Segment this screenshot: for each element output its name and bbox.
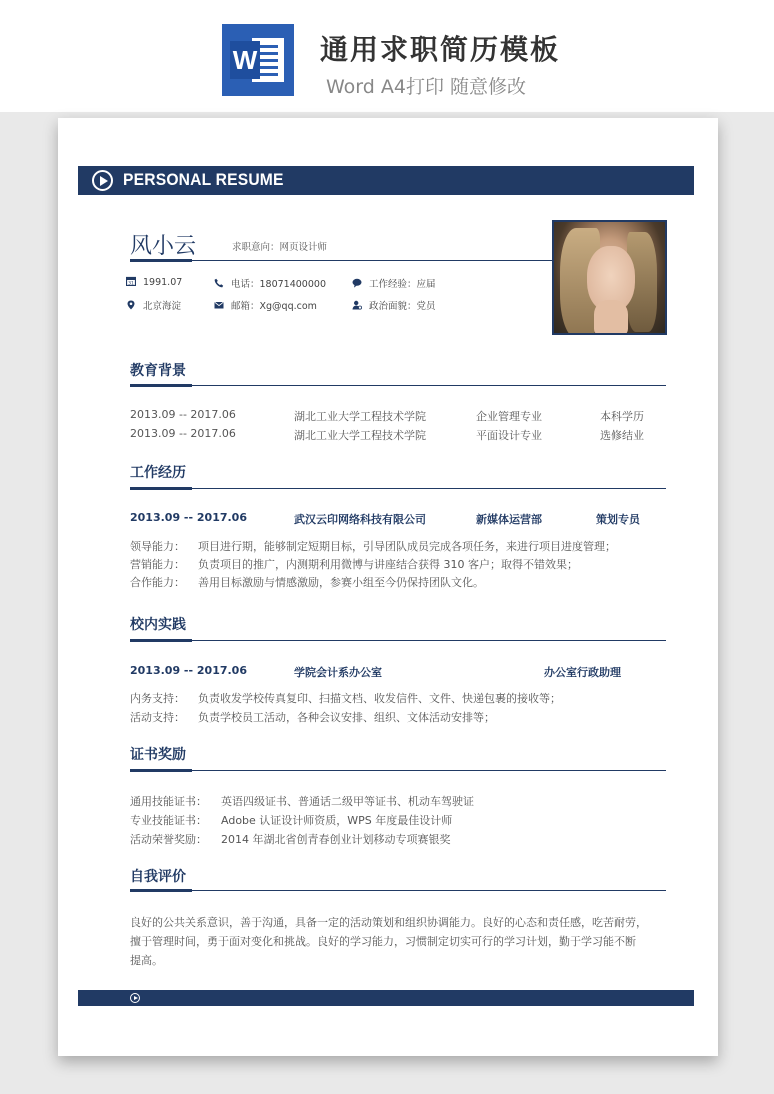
edu-major: 平面设计专业 <box>476 429 542 442</box>
birth-info <box>126 276 182 288</box>
work-item-label: 合作能力： <box>130 576 185 589</box>
phone-icon <box>214 278 224 288</box>
campus-divider <box>130 640 666 641</box>
work-item-text: 善用目标激励与情感激励，参赛小组至今仍保持团队文化。 <box>198 576 484 589</box>
play-circle-icon <box>130 993 140 1003</box>
experience-info <box>352 276 436 290</box>
calendar-icon <box>126 276 136 286</box>
user-icon <box>352 300 362 310</box>
svg-text:W: W <box>232 45 258 75</box>
self-line: 良好的公共关系意识，善于沟通，具备一定的活动策划和组织协调能力。良好的心态和责任感，吃苦耐劳， <box>130 916 647 929</box>
campus-item-label: 活动支持： <box>130 711 185 724</box>
name-divider <box>192 260 552 261</box>
name-underline <box>130 259 192 262</box>
cert-text: 2014 年湖北省创青春创业计划移动专项赛银奖 <box>221 833 451 846</box>
certs-title: 证书奖励 <box>130 747 186 763</box>
politics-info <box>352 298 436 312</box>
campus-item-label: 内务支持： <box>130 692 185 705</box>
header-bar-title: PERSONAL RESUME <box>123 170 284 189</box>
campus-title: 校内实践 <box>130 617 186 633</box>
cert-text: Adobe 认证设计师资质，WPS 年度最佳设计师 <box>221 814 453 827</box>
self-line: 提高。 <box>130 954 163 967</box>
education-divider <box>130 385 666 386</box>
certs-divider <box>130 770 666 771</box>
work-role: 策划专员 <box>596 513 640 526</box>
word-icon <box>222 24 294 96</box>
edu-degree: 选修结业 <box>600 429 644 442</box>
edu-major: 企业管理专业 <box>476 410 542 423</box>
work-item-text: 负责项目的推广，内测期利用微博与讲座结合获得 310 客户；取得不错效果； <box>198 558 578 571</box>
work-date: 2013.09 -- 2017.06 <box>130 511 247 524</box>
education-title: 教育背景 <box>130 363 186 379</box>
email-info <box>214 298 317 312</box>
work-title: 工作经历 <box>130 465 186 481</box>
self-title: 自我评价 <box>130 869 186 885</box>
campus-role: 办公室行政助理 <box>544 666 621 679</box>
banner-subtitle: Word A4打印 随意修改 <box>326 76 527 98</box>
cert-label: 专业技能证书： <box>130 814 207 827</box>
work-company: 武汉云印网络科技有限公司 <box>294 513 426 526</box>
edu-degree: 本科学历 <box>600 410 644 423</box>
mail-icon <box>214 300 224 310</box>
work-item-label: 领导能力： <box>130 540 185 553</box>
phone-info <box>214 276 326 290</box>
cert-text: 英语四级证书、普通话二级甲等证书、机动车驾驶证 <box>221 795 474 808</box>
cert-label: 活动荣誉奖励： <box>130 833 207 846</box>
work-item-label: 营销能力： <box>130 558 185 571</box>
location-pin-icon <box>126 300 136 310</box>
campus-item-text: 负责收发学校传真复印、扫描文档、收发信件、文件、快递包裹的接收等； <box>198 692 561 705</box>
location-info <box>126 298 181 312</box>
chat-bubble-icon <box>352 278 362 288</box>
banner <box>0 0 774 112</box>
campus-org: 学院会计系办公室 <box>294 666 382 679</box>
footer-bar <box>78 990 694 1006</box>
politics-text: 政治面貌：党员 <box>369 301 436 312</box>
play-circle-icon <box>92 170 113 191</box>
resume-page <box>58 118 718 1056</box>
work-divider <box>130 488 666 489</box>
campus-date: 2013.09 -- 2017.06 <box>130 664 247 677</box>
email-text: 邮箱：Xg@qq.com <box>231 301 317 312</box>
banner-title: 通用求职简历模板 <box>320 33 561 66</box>
location-text: 北京海淀 <box>143 301 182 312</box>
work-item-text: 项目进行期，能够制定短期目标，引导团队成员完成各项任务，来进行项目进度管理； <box>198 540 616 553</box>
self-line: 擅于管理时间，勇于面对变化和挑战。良好的学习能力，习惯制定切实可行的学习计划，勤于学习能不断 <box>130 935 636 948</box>
edu-date: 2013.09 -- 2017.06 <box>130 427 236 440</box>
birth-text: 1991.07 <box>143 277 183 288</box>
candidate-name: 风小云 <box>130 234 197 259</box>
work-dept: 新媒体运营部 <box>476 513 542 526</box>
job-objective: 求职意向：网页设计师 <box>232 242 328 253</box>
header-bar <box>78 166 694 195</box>
edu-school: 湖北工业大学工程技术学院 <box>294 429 426 442</box>
svg-text:31: 31 <box>128 281 134 286</box>
edu-date: 2013.09 -- 2017.06 <box>130 408 236 421</box>
experience-text: 工作经验：应届 <box>369 279 436 290</box>
phone-text: 电话：18071400000 <box>231 279 326 290</box>
cert-label: 通用技能证书： <box>130 795 207 808</box>
self-divider <box>130 890 666 891</box>
campus-item-text: 负责学校员工活动，各种会议安排、组织、文体活动安排等； <box>198 711 495 724</box>
profile-photo <box>552 220 667 335</box>
edu-school: 湖北工业大学工程技术学院 <box>294 410 426 423</box>
